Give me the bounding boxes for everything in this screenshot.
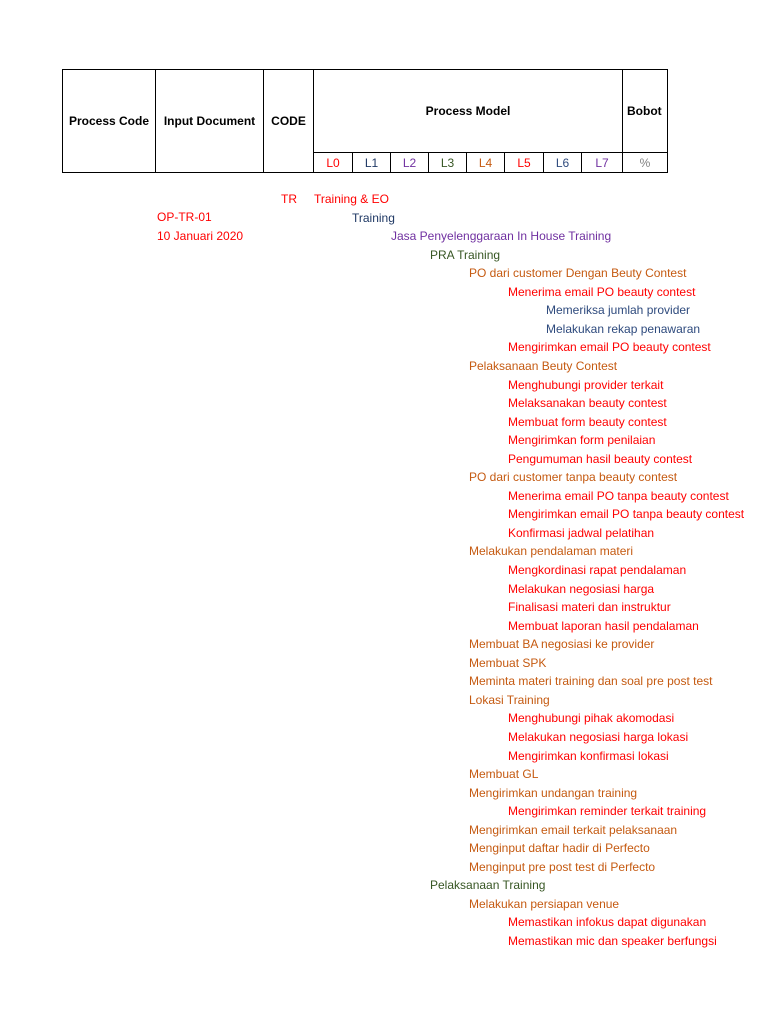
header-bobot[interactable]: Bobot	[622, 69, 668, 153]
level-header-L2[interactable]: L2	[390, 152, 429, 173]
level-header-L1[interactable]: L1	[352, 152, 391, 173]
level-header-L0[interactable]: L0	[313, 152, 353, 173]
process-row-L4[interactable]: PO dari customer tanpa beauty contest	[469, 470, 678, 484]
process-row-L4[interactable]: Menginput daftar hadir di Perfecto	[469, 841, 650, 855]
input-document-code[interactable]: OP-TR-01	[157, 210, 212, 224]
process-row-L5[interactable]: Mengirimkan email PO tanpa beauty contest	[508, 507, 745, 521]
process-row-L5[interactable]: Pengumuman hasil beauty contest	[508, 452, 693, 466]
process-row-L5[interactable]: Mengirimkan konfirmasi lokasi	[508, 749, 669, 763]
process-row-L5[interactable]: Mengirimkan form penilaian	[508, 433, 656, 447]
header-bobot-percent[interactable]: %	[622, 152, 668, 173]
process-code-value[interactable]: TR	[281, 192, 297, 206]
level-header-L7[interactable]: L7	[581, 152, 623, 173]
header-code[interactable]: CODE	[263, 69, 314, 173]
process-row-L5[interactable]: Memastikan mic dan speaker berfungsi	[508, 934, 717, 948]
process-row-L5[interactable]: Membuat laporan hasil pendalaman	[508, 619, 699, 633]
process-row-L2[interactable]: Jasa Penyelenggaraan In House Training	[391, 229, 612, 243]
process-row-L4[interactable]: Meminta materi training dan soal pre post test	[469, 674, 713, 688]
process-row-L0[interactable]: Training & EO	[314, 192, 389, 206]
header-process-model[interactable]: Process Model	[313, 69, 623, 153]
process-row-L5[interactable]: Mengirimkan reminder terkait training	[508, 804, 707, 818]
level-header-L3[interactable]: L3	[428, 152, 467, 173]
level-header-L6[interactable]: L6	[543, 152, 582, 173]
process-row-L5[interactable]: Menghubungi provider terkait	[508, 378, 664, 392]
header-process-code[interactable]: Process Code	[62, 69, 156, 173]
process-row-L6[interactable]: Memeriksa jumlah provider	[546, 303, 691, 317]
process-row-L3[interactable]: Pelaksanaan Training	[430, 878, 546, 892]
process-row-L5[interactable]: Mengirimkan email PO beauty contest	[508, 340, 711, 354]
process-row-L4[interactable]: PO dari customer Dengan Beuty Contest	[469, 266, 687, 280]
process-row-L4[interactable]: Menginput pre post test di Perfecto	[469, 860, 656, 874]
header-input-document[interactable]: Input Document	[155, 69, 264, 173]
process-row-L4[interactable]: Mengirimkan email terkait pelaksanaan	[469, 823, 678, 837]
level-header-L4[interactable]: L4	[466, 152, 505, 173]
process-row-L5[interactable]: Konfirmasi jadwal pelatihan	[508, 526, 655, 540]
process-row-L4[interactable]: Membuat BA negosiasi ke provider	[469, 637, 655, 651]
process-row-L5[interactable]: Melakukan negosiasi harga	[508, 582, 655, 596]
process-row-L4[interactable]: Pelaksanaan Beuty Contest	[469, 359, 618, 373]
process-row-L4[interactable]: Membuat SPK	[469, 656, 547, 670]
process-row-L4[interactable]: Lokasi Training	[469, 693, 550, 707]
process-row-L5[interactable]: Melakukan negosiasi harga lokasi	[508, 730, 689, 744]
process-row-L1[interactable]: Training	[352, 211, 395, 225]
process-row-L5[interactable]: Finalisasi materi dan instruktur	[508, 600, 671, 614]
process-row-L6[interactable]: Melakukan rekap penawaran	[546, 322, 701, 336]
process-row-L4[interactable]: Mengirimkan undangan training	[469, 786, 638, 800]
process-row-L5[interactable]: Membuat form beauty contest	[508, 415, 667, 429]
process-row-L5[interactable]: Menerima email PO beauty contest	[508, 285, 696, 299]
process-row-L5[interactable]: Melaksanakan beauty contest	[508, 396, 667, 410]
input-document-date[interactable]: 10 Januari 2020	[157, 229, 244, 243]
process-row-L5[interactable]: Mengkordinasi rapat pendalaman	[508, 563, 687, 577]
process-row-L4[interactable]: Melakukan persiapan venue	[469, 897, 620, 911]
process-row-L5[interactable]: Menghubungi pihak akomodasi	[508, 711, 675, 725]
process-row-L3[interactable]: PRA Training	[430, 248, 501, 262]
level-header-L5[interactable]: L5	[504, 152, 544, 173]
process-row-L4[interactable]: Melakukan pendalaman materi	[469, 544, 634, 558]
process-row-L5[interactable]: Memastikan infokus dapat digunakan	[508, 915, 707, 929]
process-row-L5[interactable]: Menerima email PO tanpa beauty contest	[508, 489, 729, 503]
process-row-L4[interactable]: Membuat GL	[469, 767, 539, 781]
